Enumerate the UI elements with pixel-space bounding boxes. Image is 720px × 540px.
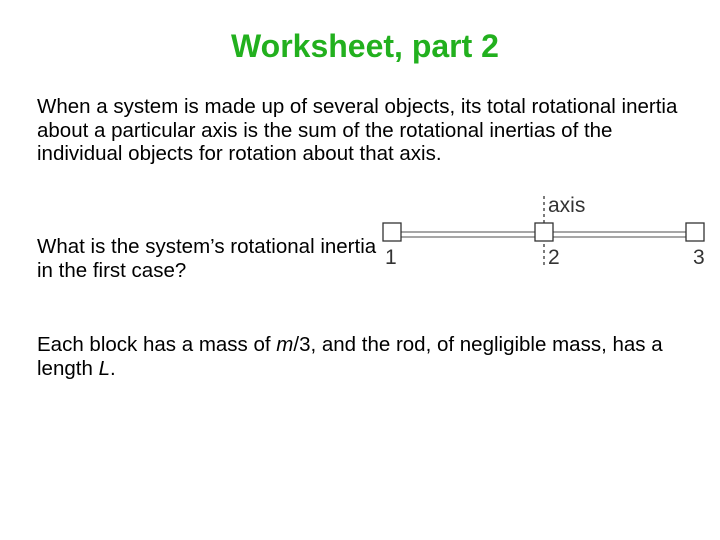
given-paragraph: [37, 333, 677, 380]
block-label-1: 1: [385, 246, 397, 269]
block-1: [383, 223, 401, 241]
block-3: [686, 223, 704, 241]
given-text-2: /3, and the rod, of negligible mass, has a length: [37, 333, 663, 380]
question-paragraph: What is the system’s rotational inertia in the first case?: [37, 235, 377, 282]
mass-variable: m: [276, 333, 294, 356]
given-text-1: Each block has a mass of: [37, 333, 277, 356]
intro-paragraph: When a system is made up of several objects, its total rotational inertia about a particular axis is the sum of the rotational inertias of the individual objects for rotation about that axis.: [37, 95, 678, 165]
rod-blocks-diagram: [374, 188, 720, 272]
length-variable: L: [98, 356, 110, 380]
block-label-2: 2: [548, 246, 560, 269]
block-2: [535, 223, 553, 241]
given-text-3: .: [109, 356, 116, 380]
block-label-3: 3: [693, 246, 705, 269]
axis-label: axis: [548, 194, 586, 217]
page-title: Worksheet, part 2: [231, 28, 499, 64]
